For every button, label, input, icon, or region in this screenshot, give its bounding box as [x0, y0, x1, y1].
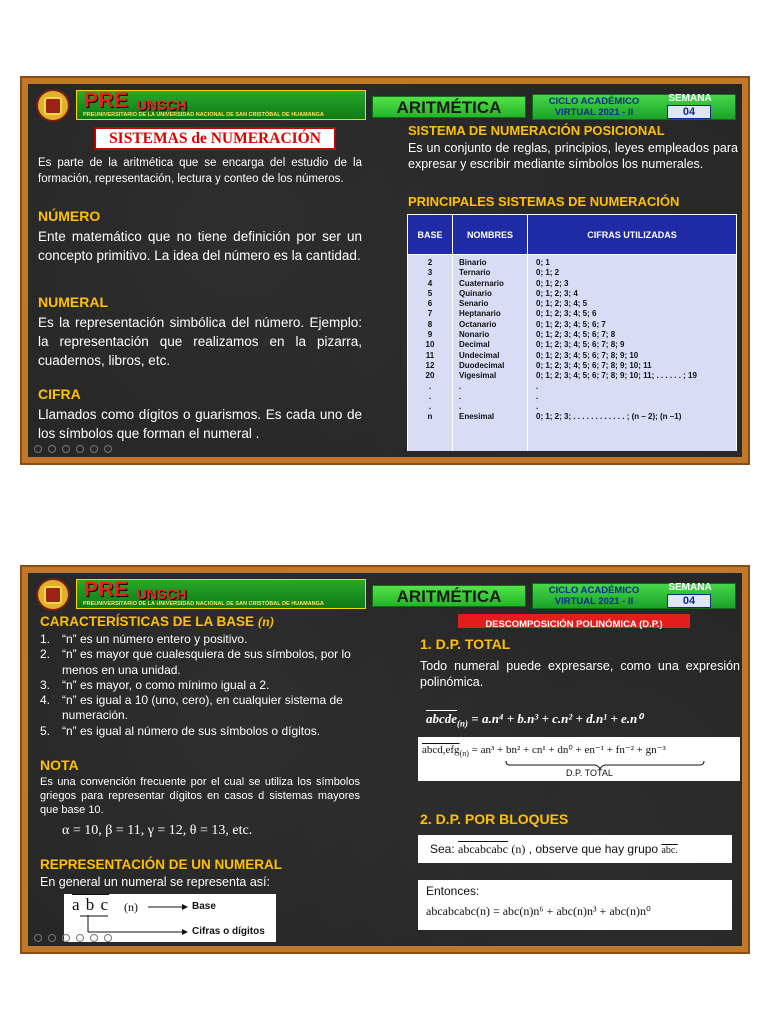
table-cell-name: Decimal [459, 340, 490, 350]
table-cell-base: . [428, 391, 432, 401]
numeral-heading: NUMERAL [38, 294, 108, 310]
table-cell-base: . [428, 381, 432, 391]
university-crest-icon [36, 578, 70, 611]
table-cell-digits: 0; 1; 2; 3; 4; 5; 6; 7; 8 [536, 330, 616, 340]
caracteristicas-heading: CARACTERÍSTICAS DE LA BASE (n) [40, 614, 275, 629]
dp-banner: DESCOMPOSICIÓN POLINÓMICA (D.P.) [458, 614, 690, 628]
week-number: 04 [667, 105, 711, 119]
table-cell-base: 5 [427, 288, 433, 298]
header-nombres: NOMBRES [453, 215, 528, 255]
slide-title: SISTEMAS de NUMERACIÓN [109, 130, 321, 147]
table-cell-name: . [459, 391, 462, 401]
table-cell-name: . [459, 381, 462, 391]
table-cell-base: 8 [427, 319, 433, 329]
chalkboard [28, 573, 742, 946]
table-cell-digits: 0; 1; 2; 3; 4; 5; 6; 7; 8; 9; 10; 11 [536, 360, 652, 370]
course-banner [372, 585, 526, 607]
cycle-banner [532, 583, 736, 609]
slide-title-box [94, 127, 336, 150]
table-cell-digits: . [536, 402, 539, 412]
formula-decimal-label: D.P. TOTAL [566, 768, 613, 778]
formula-decimal: abcd,efg$_{(n)}$ = an³ + bn² + cn¹ + dn⁰ + en⁻¹ + fn⁻² + gn⁻³ [422, 744, 666, 759]
posicional-text: Es un conjunto de reglas, principios, leyes empleados para expresar y escribir mediante símbolos los numerales. [408, 141, 738, 171]
course-banner [372, 96, 526, 118]
university-crest-icon [36, 89, 70, 122]
formula-decimal-box [418, 737, 740, 781]
table-cell-digits: 0; 1; 2 [536, 268, 560, 278]
slide-base-descomposicion [20, 565, 750, 954]
slide-nav-controls[interactable] [34, 445, 112, 453]
chalkboard [28, 84, 742, 457]
entonces-label: Entonces: [426, 884, 480, 898]
formula-total: abcde$_{(n)}$ = a.n⁴ + b.n³ + c.n² + d.n¹ + e.n⁰ [426, 711, 643, 729]
table-cell-base: 7 [427, 309, 433, 319]
table-cell-base: 10 [425, 340, 435, 350]
sea-box [418, 835, 732, 863]
table-cell-name: Nonario [459, 330, 490, 340]
table-cell-name: Enesimal [459, 412, 495, 422]
greek-symbols: α = 10, β = 11, γ = 12, θ = 13, etc. [62, 823, 253, 838]
entonces-box [418, 880, 732, 930]
intro-text: Es parte de la aritmética que se encarga del estudio de la formación, representación, lectura y conteo de los números. [38, 157, 362, 185]
header-cifras: CIFRAS UTILIZADAS [528, 215, 737, 255]
pre-subtitle: PREUNIVERSITARIO DE LA UNIVERSIDAD NACIONAL DE SAN CRISTÓBAL DE HUAMANGA [83, 112, 324, 118]
table-cell-digits: . [536, 381, 539, 391]
entonces-formula: abcabcabc(n) = abc(n)n⁶ + abc(n)n³ + abc(n)n⁰ [426, 904, 651, 918]
table-cell-digits: 0; 1; 2; 3; 4; 5; 6; 7; 8; 9 [536, 340, 625, 350]
abc-base: (n) [124, 900, 138, 914]
table-cell-name: . [459, 402, 462, 412]
table-cell-base: 6 [427, 299, 433, 309]
representacion-text: En general un numeral se representa así: [40, 875, 270, 889]
cycle-text: CICLO ACADÉMICO VIRTUAL 2021 - II [548, 585, 640, 607]
abc-numeral: a b c [72, 895, 110, 914]
slide-header [32, 88, 738, 122]
digits-column [528, 255, 737, 451]
course-title: ARITMÉTICA [396, 587, 502, 606]
list-item: 4. “n” es igual a 10 (uno, cero), en cualquier sistema de numeración. [40, 693, 343, 723]
table-cell-name: Quinario [459, 288, 492, 298]
slide-sistemas-numeracion [20, 76, 750, 465]
list-item: 1. “n” es un número entero y positivo. [40, 632, 248, 646]
dp-total-heading: 1. D.P. TOTAL [420, 636, 511, 652]
unsch-logo: UNSCH [137, 97, 187, 113]
pre-logo: PRE [84, 89, 129, 112]
dp-bloques-heading: 2. D.P. POR BLOQUES [420, 811, 569, 827]
table-cell-digits: 0; 1; 2; 3; . . . . . . . . . . . . ; (n – 2); (n –1) [536, 412, 682, 422]
table-cell-base: n [427, 412, 433, 422]
week-label: SEMANA [668, 582, 712, 593]
pre-logo: PRE [84, 578, 129, 601]
table-cell-digits: . [536, 391, 539, 401]
dp-total-text: Todo numeral puede expresarse, como una expresión polinómica. [420, 659, 740, 689]
numero-text: Ente matemático que no tiene definición por ser un concepto primitivo. La idea del número es la cantidad. [38, 229, 362, 263]
table-cell-name: Undecimal [459, 350, 500, 360]
table-cell-name: Octanario [459, 319, 497, 329]
list-item: 2. “n” es mayor que cualesquiera de sus símbolos, por lo menos en una unidad. [40, 647, 351, 677]
table-cell-name: Duodecimal [459, 360, 505, 370]
unsch-logo: UNSCH [137, 586, 187, 602]
header-base: BASE [408, 215, 453, 255]
table-cell-name: Vigesimal [459, 371, 497, 381]
table-cell-base: 12 [425, 360, 435, 370]
table-cell-digits: 0; 1; 2; 3; 4; 5; 6; 7; 8; 9; 10; 11; . . . . . . ; 19 [536, 371, 697, 381]
table-cell-digits: 0; 1; 2; 3; 4; 5; 6 [536, 309, 597, 319]
table-cell-name: Ternario [459, 268, 491, 278]
table-cell-digits: 0; 1; 2; 3; 4; 5 [536, 299, 588, 309]
table-cell-base: 3 [427, 268, 433, 278]
table-cell-digits: 0; 1; 2; 3; 4; 5; 6; 7; 8; 9; 10 [536, 350, 639, 360]
posicional-heading: SISTEMA DE NUMERACIÓN POSICIONAL [408, 123, 665, 138]
week-number: 04 [667, 594, 711, 608]
week-label: SEMANA [668, 93, 712, 104]
label-base: Base [192, 901, 216, 912]
table-cell-digits: 0; 1; 2; 3; 4 [536, 288, 578, 298]
pre-banner [76, 90, 366, 120]
names-column [453, 255, 528, 451]
nota-text: Es una convención frecuente por el cual se utiliza los símbolos griegos para representar dígitos en casos d sistemas mayores que base 10. [40, 776, 360, 816]
bases-column [408, 255, 453, 451]
representacion-heading: REPRESENTACIÓN DE UN NUMERAL [40, 857, 283, 872]
table-cell-name: Binario [459, 258, 487, 267]
sea-statement: Sea: abcabcabc (n) , observe que hay grupo abc. [430, 842, 678, 856]
table-cell-digits: 0; 1 [536, 258, 550, 267]
table-cell-base: 20 [425, 371, 435, 381]
table-cell-base: . [428, 402, 432, 412]
nota-heading: NOTA [40, 757, 79, 773]
table-cell-digits: 0; 1; 2; 3; 4; 5; 6; 7 [536, 319, 606, 329]
table-cell-name: Cuaternario [459, 278, 504, 288]
cycle-text: CICLO ACADÉMICO VIRTUAL 2021 - II [548, 96, 640, 118]
table-cell-base: 2 [427, 258, 433, 267]
table-cell-base: 9 [427, 330, 433, 340]
table-cell-name: Heptanario [459, 309, 501, 319]
table-cell-base: 4 [427, 278, 433, 288]
list-item: 3. “n” es mayor, o como mínimo igual a 2. [40, 677, 270, 692]
label-cifras: Cifras o dígitos [192, 926, 265, 937]
course-title: ARITMÉTICA [396, 98, 502, 117]
table-cell-digits: 0; 1; 2; 3 [536, 278, 569, 288]
cycle-banner [532, 94, 736, 120]
cifra-text: Llamados como dígitos o guarismos. Es cada uno de los símbolos que forman el numeral . [38, 407, 362, 441]
slide-nav-controls[interactable] [34, 934, 112, 942]
list-item: 5. “n” es igual al número de sus símbolos o dígitos. [40, 723, 321, 738]
characteristics-list [40, 632, 370, 739]
numeration-systems-table [407, 214, 737, 451]
table-cell-base: 11 [425, 350, 435, 360]
pre-subtitle: PREUNIVERSITARIO DE LA UNIVERSIDAD NACIONAL DE SAN CRISTÓBAL DE HUAMANGA [83, 601, 324, 607]
principales-heading: PRINCIPALES SISTEMAS DE NUMERACIÓN [408, 194, 680, 209]
cifra-heading: CIFRA [38, 386, 81, 402]
slide-header [32, 577, 738, 611]
numero-heading: NÚMERO [38, 208, 101, 224]
table-cell-name: Senario [459, 299, 489, 309]
pre-banner [76, 579, 366, 609]
numeral-text: Es la representación simbólica del número. Ejemplo: la representación que realizamos en la pizarra, cuadernos, libros, etc. [38, 315, 362, 368]
